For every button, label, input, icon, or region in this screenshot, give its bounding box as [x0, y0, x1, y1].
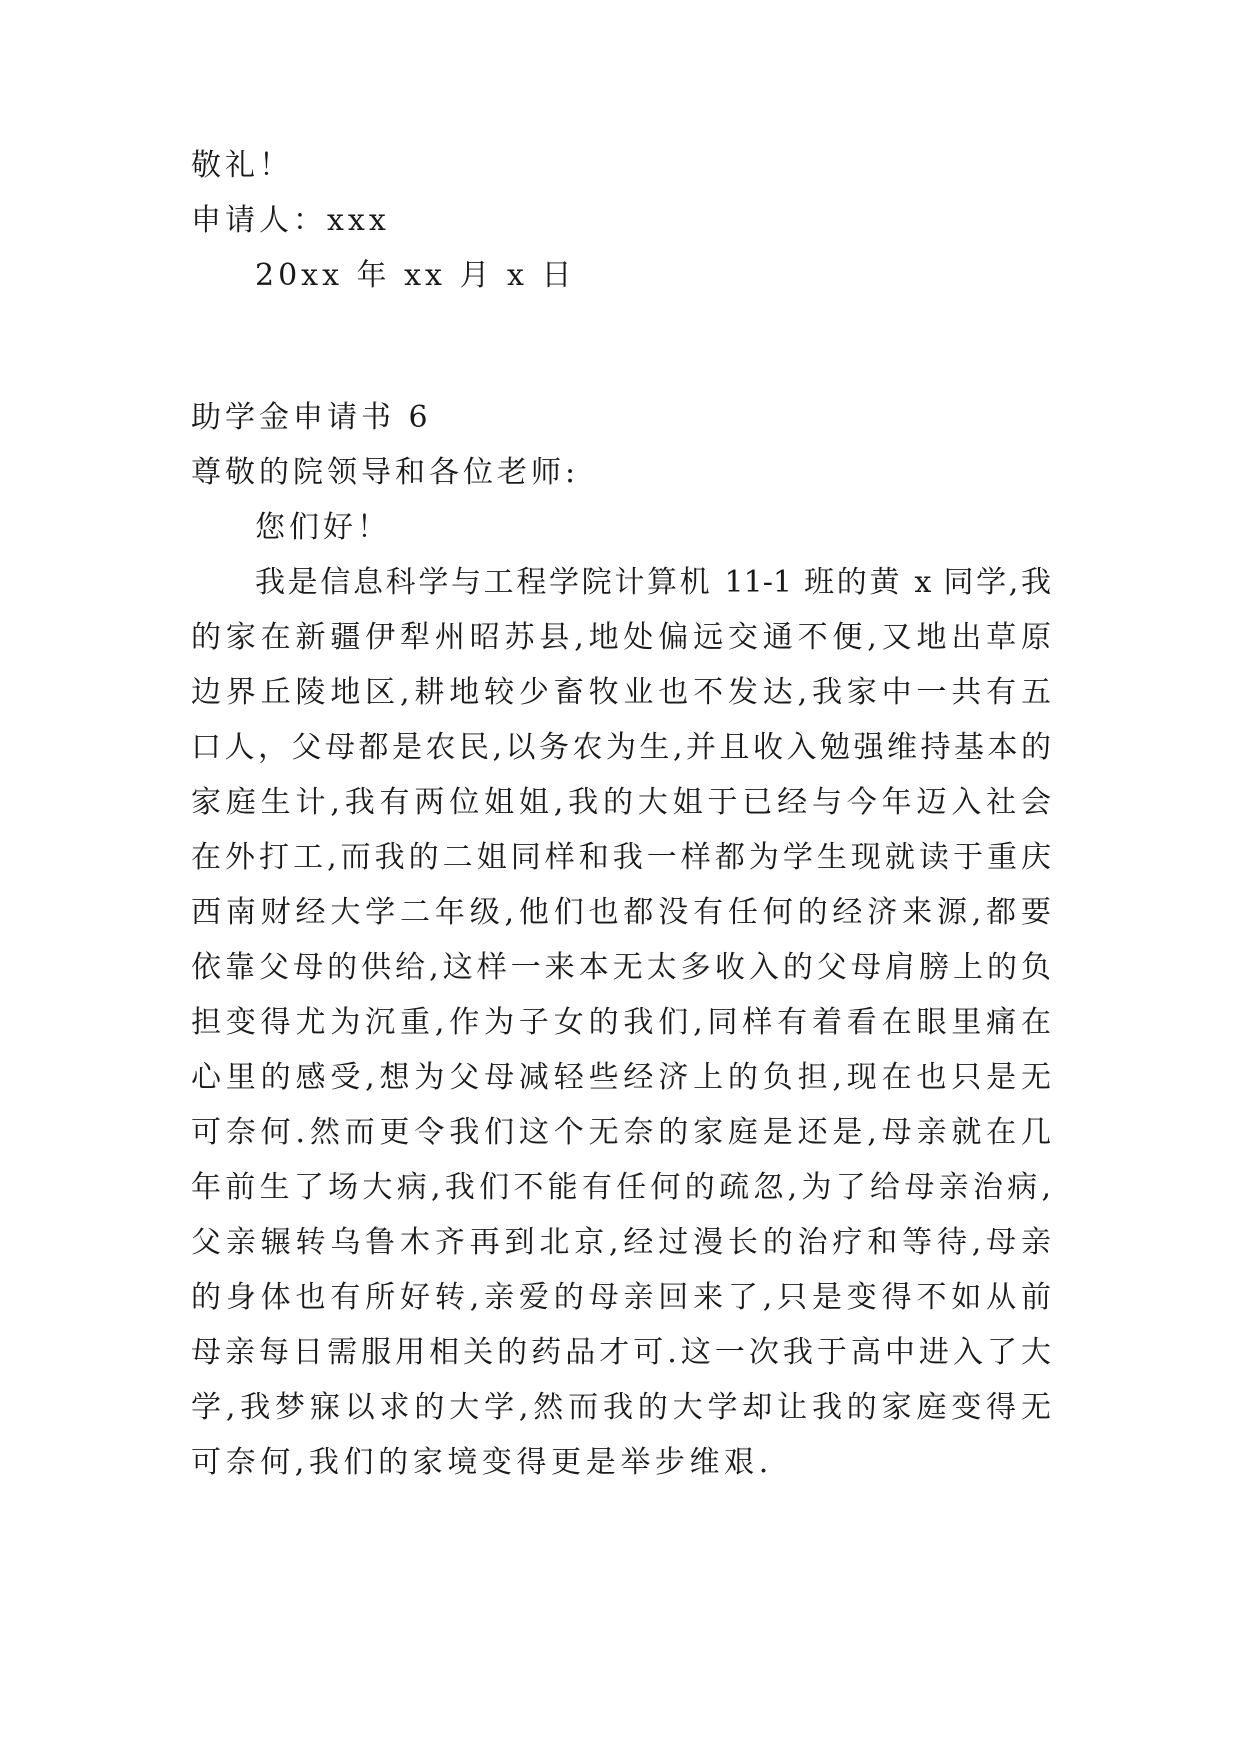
body-paragraph-line: 母亲每日需服用相关的药品才可.这一次我于高中进入了大 [191, 1335, 1051, 1370]
signature-date: 20xx 年 xx 月 x 日 [255, 258, 576, 293]
body-paragraph-line: 父亲辗转乌鲁木齐再到北京,经过漫长的治疗和等待,母亲 [191, 1225, 1051, 1260]
body-paragraph-line: 口人，父母都是农民,以务农为生,并且收入勉强维持基本的 [191, 730, 1051, 765]
body-paragraph-line: 心里的感受,想为父母减轻些经济上的负担,现在也只是无 [191, 1060, 1051, 1095]
body-paragraph-line: 家庭生计,我有两位姐姐,我的大姐于已经与今年迈入社会 [191, 785, 1051, 820]
body-paragraph-line: 边界丘陵地区,耕地较少畜牧业也不发达,我家中一共有五 [191, 675, 1051, 710]
closing-salute: 敬礼！ [191, 148, 293, 183]
letter-addressee: 尊敬的院领导和各位老师: [191, 455, 580, 490]
letter-greeting: 您们好！ [255, 510, 391, 545]
body-paragraph-line: 我是信息科学与工程学院计算机 11-1 班的黄 x 同学,我 [255, 565, 1051, 600]
body-paragraph-line: 依靠父母的供给,这样一来本无太多收入的父母肩膀上的负 [191, 950, 1051, 985]
body-paragraph-line: 可奈何,我们的家境变得更是举步维艰. [191, 1445, 773, 1480]
body-paragraph-line: 的身体也有所好转,亲爱的母亲回来了,只是变得不如从前 [191, 1280, 1051, 1315]
body-paragraph-line: 年前生了场大病,我们不能有任何的疏忽,为了给母亲治病, [191, 1170, 1051, 1205]
letter-title: 助学金申请书 6 [191, 400, 432, 435]
body-paragraph-line: 在外打工,而我的二姐同样和我一样都为学生现就读于重庆 [191, 840, 1051, 875]
body-paragraph-line: 西南财经大学二年级,他们也都没有任何的经济来源,都要 [191, 895, 1051, 930]
body-paragraph-line: 学,我梦寐以求的大学,然而我的大学却让我的家庭变得无 [191, 1390, 1051, 1425]
body-paragraph-line: 的家在新疆伊犁州昭苏县,地处偏远交通不便,又地出草原 [191, 620, 1051, 655]
body-paragraph-line: 担变得尤为沉重,作为子女的我们,同样有着看在眼里痛在 [191, 1005, 1051, 1040]
applicant-signature: 申请人：xxx [191, 203, 390, 238]
body-paragraph-line: 可奈何.然而更令我们这个无奈的家庭是还是,母亲就在几 [191, 1115, 1051, 1150]
